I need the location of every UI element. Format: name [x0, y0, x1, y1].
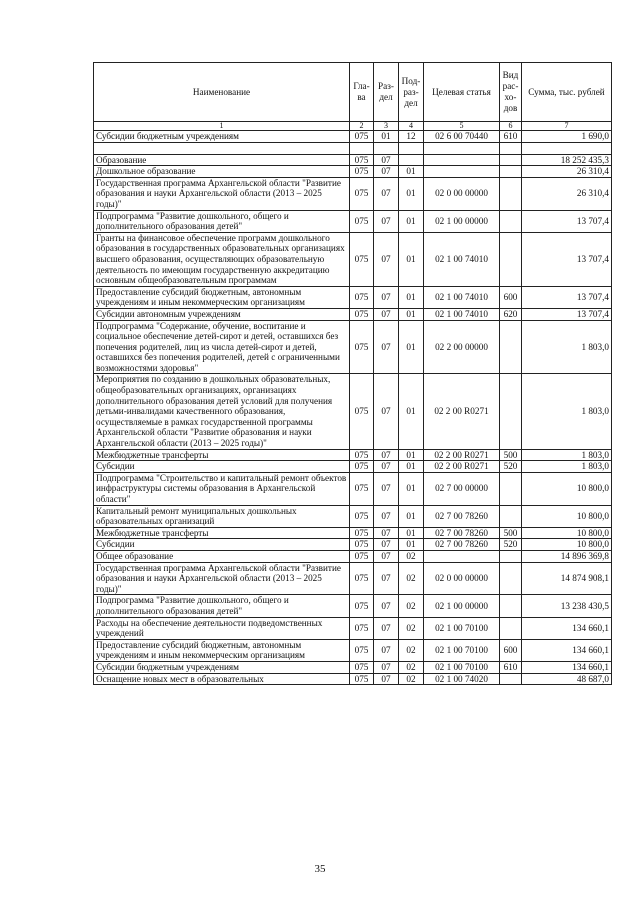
empty-cell: [500, 142, 522, 154]
table-row: [94, 232, 612, 286]
cell-name: Государственная программа Архангельской области "Развитие образования и науки Архангельской области (2013 – 2025 годы)": [94, 562, 350, 595]
budget-document: [93, 62, 611, 685]
cell-name: Образование: [94, 154, 350, 166]
cell-podrazdel: 02: [399, 639, 424, 661]
cell-sum: 13 707,4: [522, 210, 612, 232]
cell-name: Капитальный ремонт муниципальных дошкольных образовательных организаций: [94, 505, 350, 527]
table-row: [94, 595, 612, 617]
cell-name: Государственная программа Архангельской области "Развитие образования и науки Архангельской области (2013 – 2025 годы)": [94, 177, 350, 210]
cell-target: 02 1 00 74010: [424, 308, 500, 320]
column-number: 3: [374, 122, 399, 131]
cell-glava: 075: [350, 617, 374, 639]
cell-sum: 13 707,4: [522, 286, 612, 308]
cell-sum: 1 803,0: [522, 461, 612, 473]
cell-podrazdel: 02: [399, 617, 424, 639]
cell-glava: 075: [350, 595, 374, 617]
cell-name: Оснащение новых мест в образовательных: [94, 673, 350, 685]
cell-vid: [500, 320, 522, 374]
cell-target: 02 0 00 00000: [424, 177, 500, 210]
cell-glava: 075: [350, 131, 374, 143]
cell-glava: 075: [350, 166, 374, 178]
cell-vid: [500, 673, 522, 685]
empty-cell: [94, 142, 350, 154]
cell-podrazdel: 01: [399, 505, 424, 527]
cell-vid: 610: [500, 131, 522, 143]
cell-sum: 1 803,0: [522, 374, 612, 449]
cell-glava: 075: [350, 527, 374, 539]
cell-target: 02 2 00 R0271: [424, 461, 500, 473]
cell-glava: 075: [350, 562, 374, 595]
cell-razdel: 07: [374, 639, 399, 661]
empty-cell: [424, 142, 500, 154]
empty-cell: [399, 142, 424, 154]
cell-vid: 620: [500, 308, 522, 320]
cell-name: Гранты на финансовое обеспечение программ дошкольного образования в государственных образовательных организациях высшего образования, осуществляющих образовательную деятельность по имеющим государственную аккредитацию основным общеобразовательным программам: [94, 232, 350, 286]
cell-target: [424, 166, 500, 178]
cell-glava: 075: [350, 374, 374, 449]
cell-sum: 13 707,4: [522, 232, 612, 286]
cell-target: [424, 550, 500, 562]
cell-target: 02 7 00 00000: [424, 472, 500, 505]
cell-name: Расходы на обеспечение деятельности подведомственных учреждений: [94, 617, 350, 639]
cell-name: Подпрограмма "Содержание, обучение, воспитание и социальное обеспечение детей-сирот и детей, оставшихся без попечения родителей, лиц из числа детей-сирот и детей, оставшихся без попечения родителей, детей с ограниченными возможностями здоровья": [94, 320, 350, 374]
cell-vid: [500, 232, 522, 286]
cell-vid: 520: [500, 539, 522, 551]
cell-razdel: 07: [374, 527, 399, 539]
table-header-row: [94, 63, 612, 122]
cell-name: Субсидии автономным учреждениям: [94, 308, 350, 320]
header-name: Наименование: [94, 63, 350, 122]
cell-podrazdel: 01: [399, 308, 424, 320]
cell-glava: 075: [350, 320, 374, 374]
column-number: 6: [500, 122, 522, 131]
cell-sum: 26 310,4: [522, 166, 612, 178]
cell-name: Предоставление субсидий бюджетным, автономным учреждениям и иным некоммерческим организациям: [94, 639, 350, 661]
cell-podrazdel: 02: [399, 550, 424, 562]
cell-name: Подпрограмма "Развитие дошкольного, общего и дополнительного образования детей": [94, 595, 350, 617]
cell-glava: 075: [350, 210, 374, 232]
table-row: [94, 374, 612, 449]
cell-name: Субсидии бюджетным учреждениям: [94, 661, 350, 673]
table-row: [94, 308, 612, 320]
table-row: [94, 550, 612, 562]
cell-razdel: 07: [374, 539, 399, 551]
table-row: [94, 472, 612, 505]
cell-vid: [500, 177, 522, 210]
cell-razdel: 07: [374, 177, 399, 210]
cell-razdel: 07: [374, 505, 399, 527]
header-sum: Сумма, тыс. рублей: [522, 63, 612, 122]
cell-podrazdel: 01: [399, 286, 424, 308]
table-row: [94, 527, 612, 539]
cell-name: Межбюджетные трансферты: [94, 527, 350, 539]
cell-glava: 075: [350, 550, 374, 562]
empty-cell: [374, 142, 399, 154]
cell-razdel: 07: [374, 374, 399, 449]
table-row: [94, 286, 612, 308]
cell-podrazdel: 02: [399, 673, 424, 685]
cell-razdel: 07: [374, 550, 399, 562]
cell-vid: [500, 374, 522, 449]
column-number: 2: [350, 122, 374, 131]
cell-sum: 134 660,1: [522, 661, 612, 673]
table-row: [94, 617, 612, 639]
cell-glava: 075: [350, 539, 374, 551]
cell-razdel: 07: [374, 449, 399, 461]
cell-sum: 13 707,4: [522, 308, 612, 320]
table-row: [94, 539, 612, 551]
cell-sum: 1 690,0: [522, 131, 612, 143]
cell-razdel: 07: [374, 661, 399, 673]
cell-podrazdel: 01: [399, 539, 424, 551]
cell-glava: 075: [350, 673, 374, 685]
table-row: [94, 449, 612, 461]
cell-target: 02 0 00 00000: [424, 562, 500, 595]
cell-glava: 075: [350, 505, 374, 527]
cell-razdel: 07: [374, 673, 399, 685]
cell-podrazdel: [399, 154, 424, 166]
cell-sum: 134 660,1: [522, 639, 612, 661]
header-vid: Вид рас-хо-дов: [500, 63, 522, 122]
cell-vid: 520: [500, 461, 522, 473]
cell-podrazdel: 01: [399, 166, 424, 178]
cell-vid: [500, 154, 522, 166]
empty-cell: [522, 142, 612, 154]
cell-target: 02 7 00 78260: [424, 505, 500, 527]
cell-razdel: 01: [374, 131, 399, 143]
empty-cell: [350, 142, 374, 154]
cell-name: Предоставление субсидий бюджетным, автономным учреждениям и иным некоммерческим организациям: [94, 286, 350, 308]
cell-sum: 14 874 908,1: [522, 562, 612, 595]
cell-glava: 075: [350, 639, 374, 661]
cell-razdel: 07: [374, 595, 399, 617]
cell-razdel: 07: [374, 472, 399, 505]
table-row: [94, 142, 612, 154]
table-row: [94, 461, 612, 473]
cell-sum: 134 660,1: [522, 617, 612, 639]
cell-sum: 10 800,0: [522, 527, 612, 539]
cell-vid: 600: [500, 639, 522, 661]
cell-razdel: 07: [374, 308, 399, 320]
cell-sum: 10 800,0: [522, 505, 612, 527]
header-razdel: Раз-дел: [374, 63, 399, 122]
cell-name: Субсидии: [94, 461, 350, 473]
cell-sum: 48 687,0: [522, 673, 612, 685]
cell-name: Межбюджетные трансферты: [94, 449, 350, 461]
table-row: [94, 177, 612, 210]
cell-podrazdel: 12: [399, 131, 424, 143]
cell-sum: 18 252 435,3: [522, 154, 612, 166]
cell-razdel: 07: [374, 320, 399, 374]
cell-target: 02 1 00 74010: [424, 232, 500, 286]
cell-glava: 075: [350, 472, 374, 505]
cell-podrazdel: 02: [399, 595, 424, 617]
cell-vid: [500, 166, 522, 178]
table-row: [94, 131, 612, 143]
cell-glava: 075: [350, 232, 374, 286]
cell-glava: 075: [350, 661, 374, 673]
table-row: [94, 505, 612, 527]
cell-target: 02 2 00 R0271: [424, 449, 500, 461]
cell-glava: 075: [350, 308, 374, 320]
cell-target: 02 1 00 74020: [424, 673, 500, 685]
cell-target: 02 1 00 70100: [424, 617, 500, 639]
cell-target: 02 1 00 00000: [424, 595, 500, 617]
cell-name: Общее образование: [94, 550, 350, 562]
cell-podrazdel: 01: [399, 374, 424, 449]
header-glava: Гла-ва: [350, 63, 374, 122]
cell-target: 02 2 00 R0271: [424, 374, 500, 449]
budget-table: [93, 62, 612, 685]
cell-sum: 26 310,4: [522, 177, 612, 210]
cell-name: Подпрограмма "Строительство и капитальный ремонт объектов инфраструктуры системы образования в Архангельской области": [94, 472, 350, 505]
table-row: [94, 661, 612, 673]
column-number: 5: [424, 122, 500, 131]
cell-vid: 610: [500, 661, 522, 673]
cell-sum: 1 803,0: [522, 320, 612, 374]
cell-name: Дошкольное образование: [94, 166, 350, 178]
cell-vid: [500, 562, 522, 595]
cell-podrazdel: 01: [399, 472, 424, 505]
cell-name: Субсидии: [94, 539, 350, 551]
header-target: Целевая статья: [424, 63, 500, 122]
table-row: [94, 562, 612, 595]
cell-sum: 13 238 430,5: [522, 595, 612, 617]
cell-name: Субсидии бюджетным учреждениям: [94, 131, 350, 143]
cell-sum: 14 896 369,8: [522, 550, 612, 562]
column-number: 4: [399, 122, 424, 131]
cell-target: 02 1 00 00000: [424, 210, 500, 232]
table-row: [94, 166, 612, 178]
cell-vid: [500, 595, 522, 617]
cell-vid: 500: [500, 527, 522, 539]
cell-glava: 075: [350, 461, 374, 473]
cell-razdel: 07: [374, 154, 399, 166]
cell-target: 02 1 00 70100: [424, 639, 500, 661]
cell-razdel: 07: [374, 562, 399, 595]
cell-target: 02 1 00 74010: [424, 286, 500, 308]
column-number-row: [94, 122, 612, 131]
cell-podrazdel: 01: [399, 210, 424, 232]
cell-glava: 075: [350, 286, 374, 308]
table-row: [94, 320, 612, 374]
cell-razdel: 07: [374, 166, 399, 178]
cell-target: 02 7 00 78260: [424, 539, 500, 551]
cell-glava: 075: [350, 449, 374, 461]
cell-podrazdel: 02: [399, 562, 424, 595]
cell-vid: [500, 505, 522, 527]
cell-vid: 600: [500, 286, 522, 308]
cell-podrazdel: 01: [399, 320, 424, 374]
table-row: [94, 210, 612, 232]
table-row: [94, 673, 612, 685]
cell-podrazdel: 02: [399, 661, 424, 673]
cell-target: 02 1 00 70100: [424, 661, 500, 673]
cell-razdel: 07: [374, 232, 399, 286]
column-number: 7: [522, 122, 612, 131]
cell-target: 02 2 00 00000: [424, 320, 500, 374]
cell-sum: 10 800,0: [522, 472, 612, 505]
cell-podrazdel: 01: [399, 461, 424, 473]
table-row: [94, 639, 612, 661]
page-number: 35: [314, 863, 326, 875]
header-podrazdel: Под-раз-дел: [399, 63, 424, 122]
cell-podrazdel: 01: [399, 232, 424, 286]
cell-name: Мероприятия по созданию в дошкольных образовательных, общеобразовательных организациях, организациях дополнительного образования детей условий для получения детьми-инвалидами качественного образования, осуществляемые в рамках государственной программы Архангельской области "Развитие образования и науки Архангельской области (2013 – 2025 годы)": [94, 374, 350, 449]
cell-razdel: 07: [374, 210, 399, 232]
cell-vid: [500, 550, 522, 562]
cell-glava: 075: [350, 177, 374, 210]
cell-vid: [500, 617, 522, 639]
cell-podrazdel: 01: [399, 527, 424, 539]
cell-vid: [500, 472, 522, 505]
cell-podrazdel: 01: [399, 177, 424, 210]
cell-podrazdel: 01: [399, 449, 424, 461]
cell-vid: 500: [500, 449, 522, 461]
table-body: [94, 131, 612, 685]
cell-razdel: 07: [374, 461, 399, 473]
table-row: [94, 154, 612, 166]
cell-target: 02 7 00 78260: [424, 527, 500, 539]
cell-sum: 1 803,0: [522, 449, 612, 461]
cell-razdel: 07: [374, 617, 399, 639]
cell-sum: 10 800,0: [522, 539, 612, 551]
cell-razdel: 07: [374, 286, 399, 308]
cell-name: Подпрограмма "Развитие дошкольного, общего и дополнительного образования детей": [94, 210, 350, 232]
cell-glava: 075: [350, 154, 374, 166]
cell-target: [424, 154, 500, 166]
cell-vid: [500, 210, 522, 232]
column-number: 1: [94, 122, 350, 131]
cell-target: 02 6 00 70440: [424, 131, 500, 143]
